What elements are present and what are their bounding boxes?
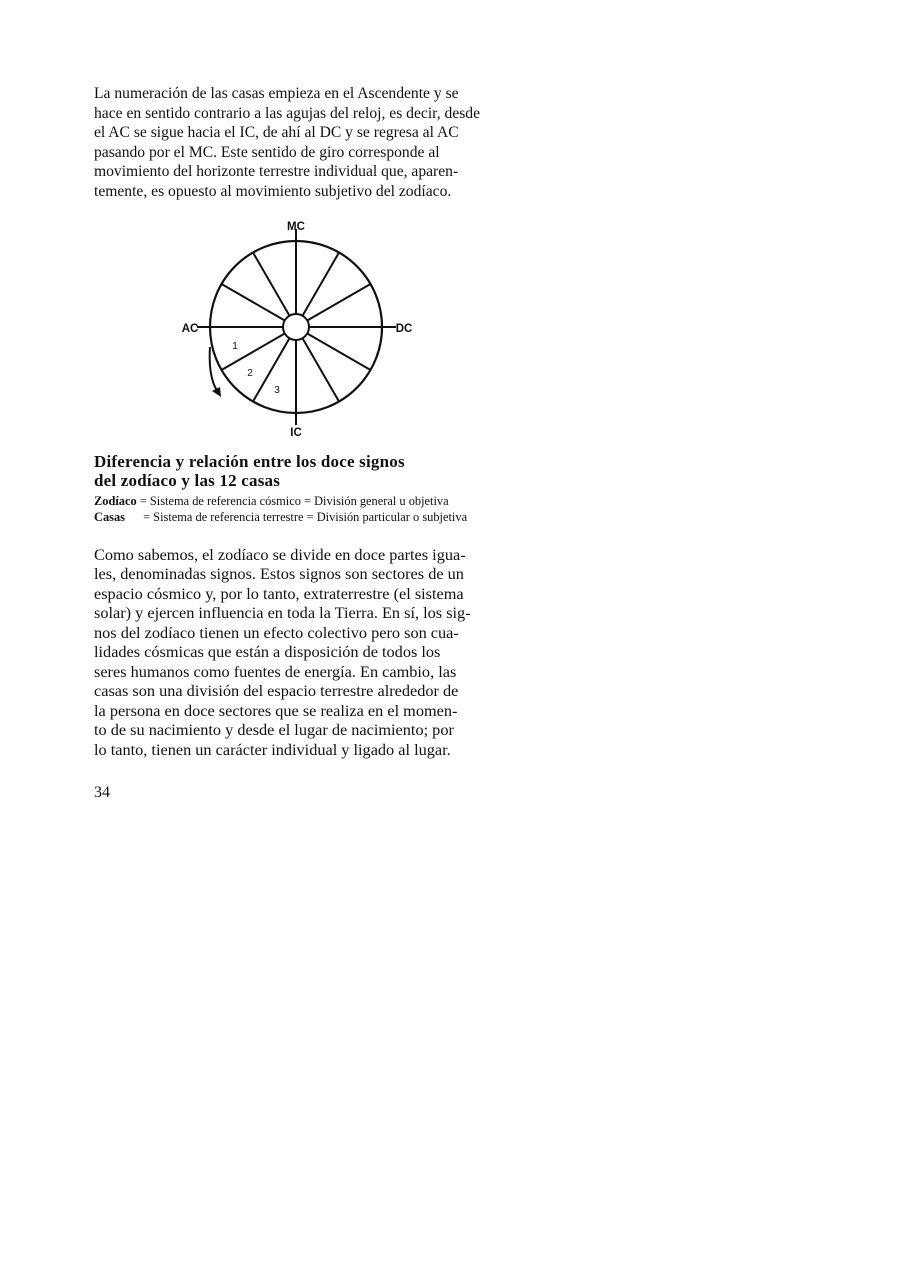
definition-text: = Sistema de referencia terrestre = División particular o subjetiva: [140, 509, 468, 524]
intro-line: temente, es opuesto al movimiento subjetivo del zodíaco.: [94, 182, 452, 200]
body-line: to de su nacimiento y desde el lugar de nacimiento; por: [94, 720, 454, 740]
page-content: [94, 84, 502, 803]
body-line: les, denominadas signos. Estos signos son sectores de un: [94, 564, 464, 584]
intro-line: La numeración de las casas empieza en el Ascendente y se: [94, 85, 459, 102]
houses-wheel-svg: [94, 210, 502, 438]
body-line: la persona en doce sectores que se realiza en el momen-: [94, 700, 458, 720]
definition-term: Casas: [94, 509, 125, 524]
section-heading: [94, 452, 502, 490]
body-line: seres humanos como fuentes de energía. En cambio, las: [94, 661, 457, 681]
wheel-center-circle: [283, 314, 309, 340]
body-line: lidades cósmicas que están a disposición de todos los: [94, 642, 441, 662]
house-1-number: 1: [232, 340, 238, 352]
body-line: Como sabemos, el zodíaco se divide en doce partes igua-: [94, 544, 466, 564]
intro-line: hace en sentido contrario a las agujas del reloj, es decir, desde: [94, 104, 481, 122]
label-ic: IC: [290, 426, 302, 438]
definition-casas: [94, 509, 502, 525]
definition-text: = Sistema de referencia cósmico = División general u objetiva: [136, 493, 449, 508]
label-dc: DC: [395, 322, 413, 335]
house-2-number: 2: [247, 367, 253, 379]
body-line: nos del zodíaco tienen un efecto colectivo pero son cua-: [94, 622, 459, 642]
house-3-number: 3: [274, 384, 280, 396]
intro-line: movimiento del horizonte terrestre individual que, aparen-: [94, 163, 459, 181]
intro-paragraph: [94, 84, 502, 202]
section-title-line: Diferencia y relación entre los doce signos: [94, 451, 405, 471]
body-line: solar) y ejercen influencia en toda la Tierra. En sí, los sig-: [94, 603, 471, 623]
page-number: 34: [94, 784, 110, 802]
body-line: espacio cósmico y, por lo tanto, extraterrestre (el sistema: [94, 583, 464, 603]
body-line: lo tanto, tienen un carácter individual y ligado al lugar.: [94, 739, 451, 759]
body-paragraph: [94, 545, 502, 760]
label-ac: AC: [181, 322, 199, 335]
body-line: casas son una división del espacio terrestre alrededor de: [94, 681, 459, 701]
houses-wheel-diagram: [94, 210, 502, 438]
intro-line: el AC se sigue hacia el IC, de ahí al DC y se regresa al AC: [94, 124, 459, 142]
section-title-line: del zodíaco y las 12 casas: [94, 470, 281, 490]
definition-term: Zodíaco: [94, 493, 137, 508]
definition-zodiaco: [94, 493, 502, 509]
intro-line: pasando por el MC. Este sentido de giro corresponde al: [94, 143, 440, 161]
label-mc: MC: [287, 220, 305, 233]
definitions: [94, 493, 502, 525]
